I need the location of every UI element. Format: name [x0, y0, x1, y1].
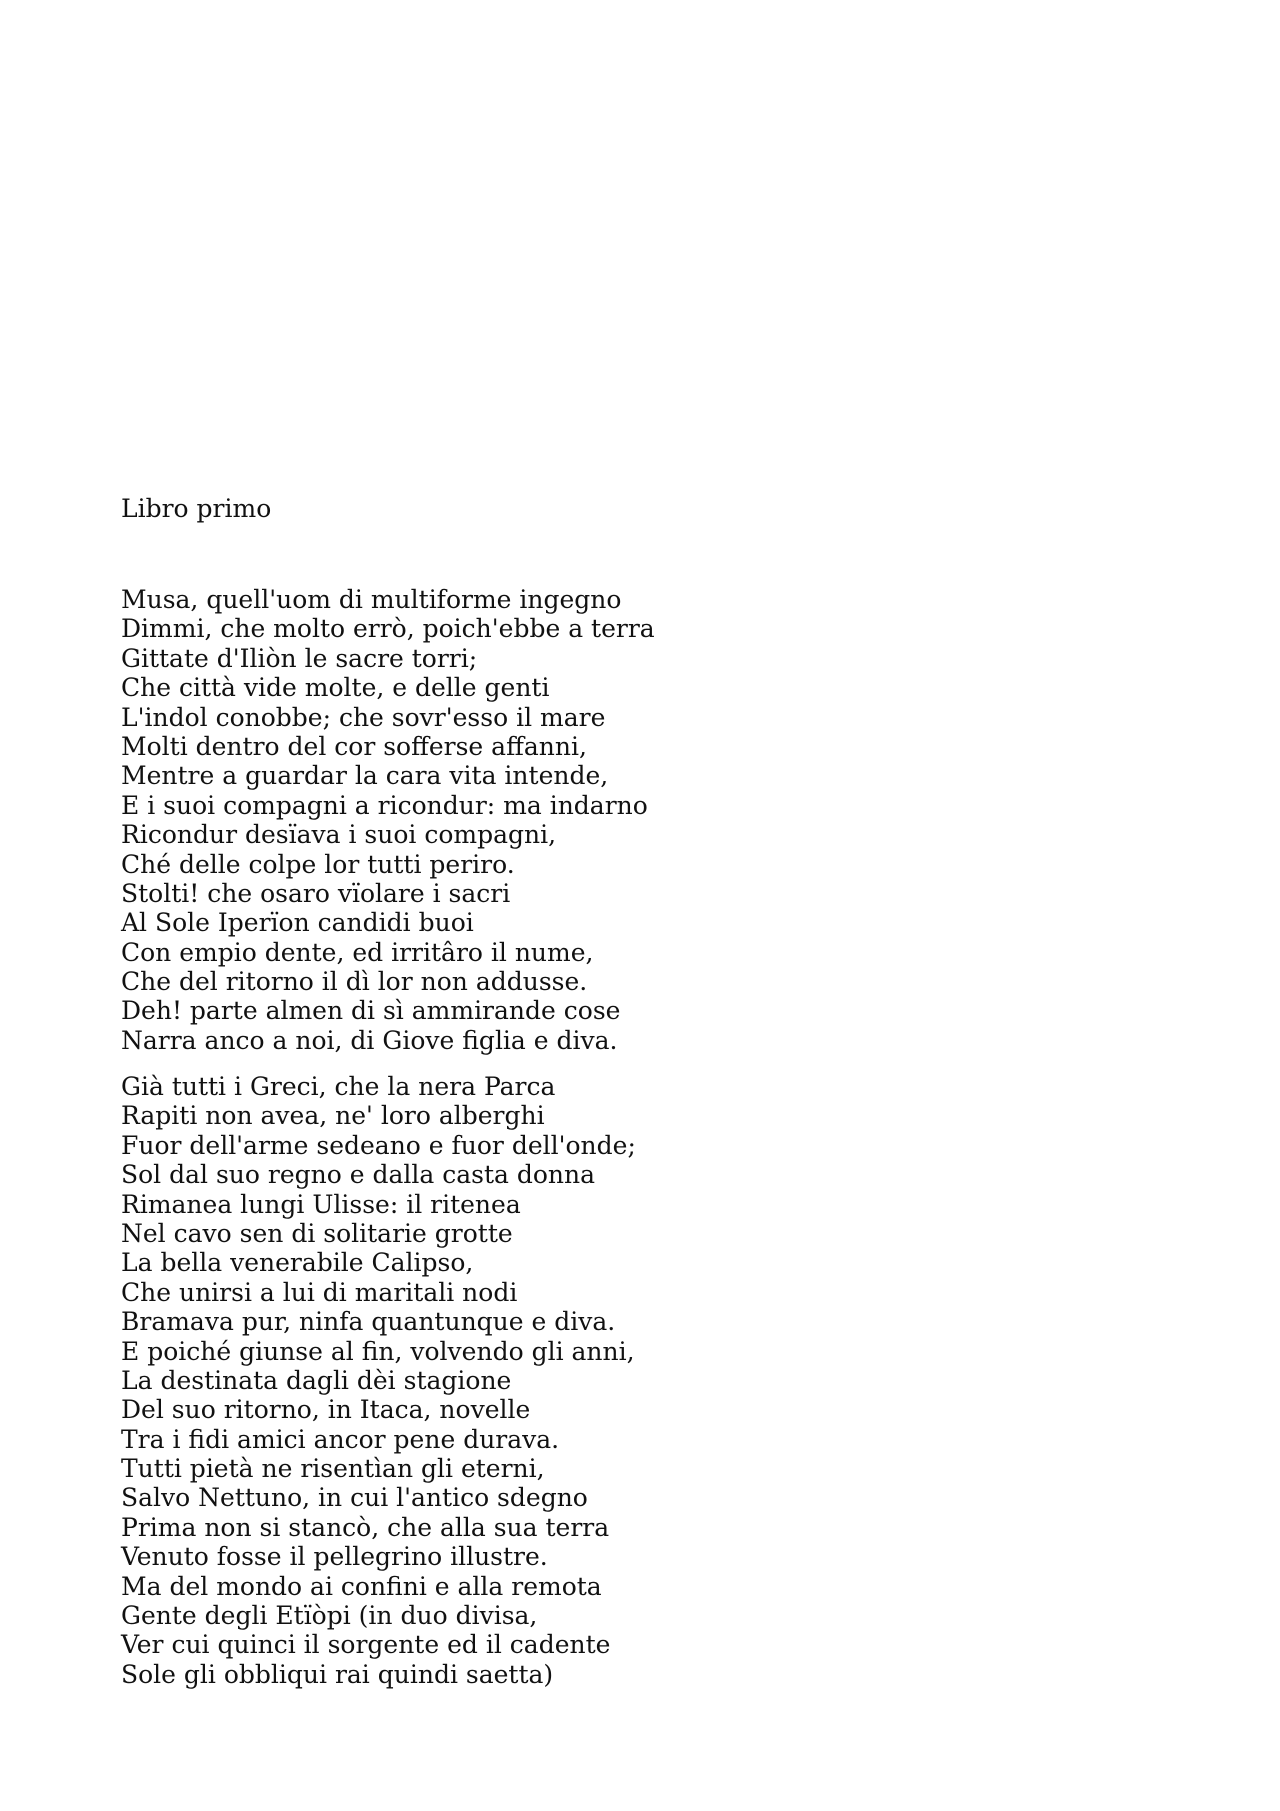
verse-line: Che del ritorno il dì lor non addusse. — [121, 967, 588, 997]
verse-line: Ricondur desïava i suoi compagni, — [121, 820, 557, 850]
verse-line: Nel cavo sen di solitarie grotte — [121, 1218, 513, 1248]
verse-line: Del suo ritorno, in Itaca, novelle — [121, 1395, 531, 1425]
verse-line: Gittate d'Iliòn le sacre torri; — [121, 643, 478, 673]
stanza-1 — [121, 585, 655, 1055]
verse-line: Prima non si stancò, che alla sua terra — [121, 1512, 610, 1542]
verse-line: Sole gli obbliqui rai quindi saetta) — [121, 1659, 554, 1689]
verse-line: La destinata dagli dèi stagione — [121, 1365, 512, 1395]
verse-line: E poiché giunse al fin, volvendo gli anni, — [121, 1336, 635, 1366]
verse-line: Al Sole Iperïon candidi buoi — [121, 908, 474, 938]
verse-line: Bramava pur, ninfa quantunque e diva. — [121, 1307, 616, 1337]
verse-line: Musa, quell'uom di multiforme ingegno — [121, 585, 622, 614]
verse-line: Che unirsi a lui di maritali nodi — [121, 1277, 518, 1307]
verse-line: Sol dal suo regno e dalla casta donna — [121, 1160, 596, 1190]
verse-line: Ché delle colpe lor tutti periro. — [121, 849, 515, 879]
verse-line: Mentre a guardar la cara vita intende, — [121, 761, 609, 791]
verse-line: Molti dentro del cor sofferse affanni, — [121, 731, 587, 761]
stanza-2 — [121, 1072, 636, 1689]
verse-line: Rapiti non avea, ne' loro alberghi — [121, 1101, 545, 1131]
verse-line: Che città vide molte, e delle genti — [121, 673, 550, 703]
verse-line: Stolti! che osaro vïolare i sacri — [121, 878, 511, 908]
verse-line: Salvo Nettuno, in cui l'antico sdegno — [121, 1483, 588, 1513]
verse-line: Deh! parte almen di sì ammirande cose — [121, 996, 621, 1026]
verse-line: Fuor dell'arme sedeano e fuor dell'onde; — [121, 1130, 636, 1160]
verse-line: Con empio dente, ed irritâro il nume, — [121, 937, 594, 967]
verse-line: L'indol conobbe; che sovr'esso il mare — [121, 702, 606, 732]
verse-line: Venuto fosse il pellegrino illustre. — [121, 1542, 548, 1572]
verse-line: E i suoi compagni a ricondur: ma indarno — [121, 790, 648, 820]
verse-line: Dimmi, che molto errò, poich'ebbe a terra — [121, 614, 655, 644]
verse-line: La bella venerabile Calipso, — [121, 1248, 474, 1278]
verse-line: Tutti pietà ne risentìan gli eterni, — [121, 1454, 545, 1484]
verse-line: Tra i fidi amici ancor pene durava. — [121, 1424, 560, 1454]
verse-line: Già tutti i Greci, che la nera Parca — [121, 1072, 556, 1101]
chapter-title: Libro primo — [121, 494, 272, 523]
verse-line: Narra anco a noi, di Giove figlia e diva. — [121, 1025, 618, 1055]
verse-line: Ver cui quinci il sorgente ed il cadente — [121, 1630, 611, 1660]
verse-line: Rimanea lungi Ulisse: il ritenea — [121, 1189, 521, 1219]
verse-line: Ma del mondo ai confini e alla remota — [121, 1571, 602, 1601]
verse-line: Gente degli Etïòpi (in duo divisa, — [121, 1601, 538, 1631]
